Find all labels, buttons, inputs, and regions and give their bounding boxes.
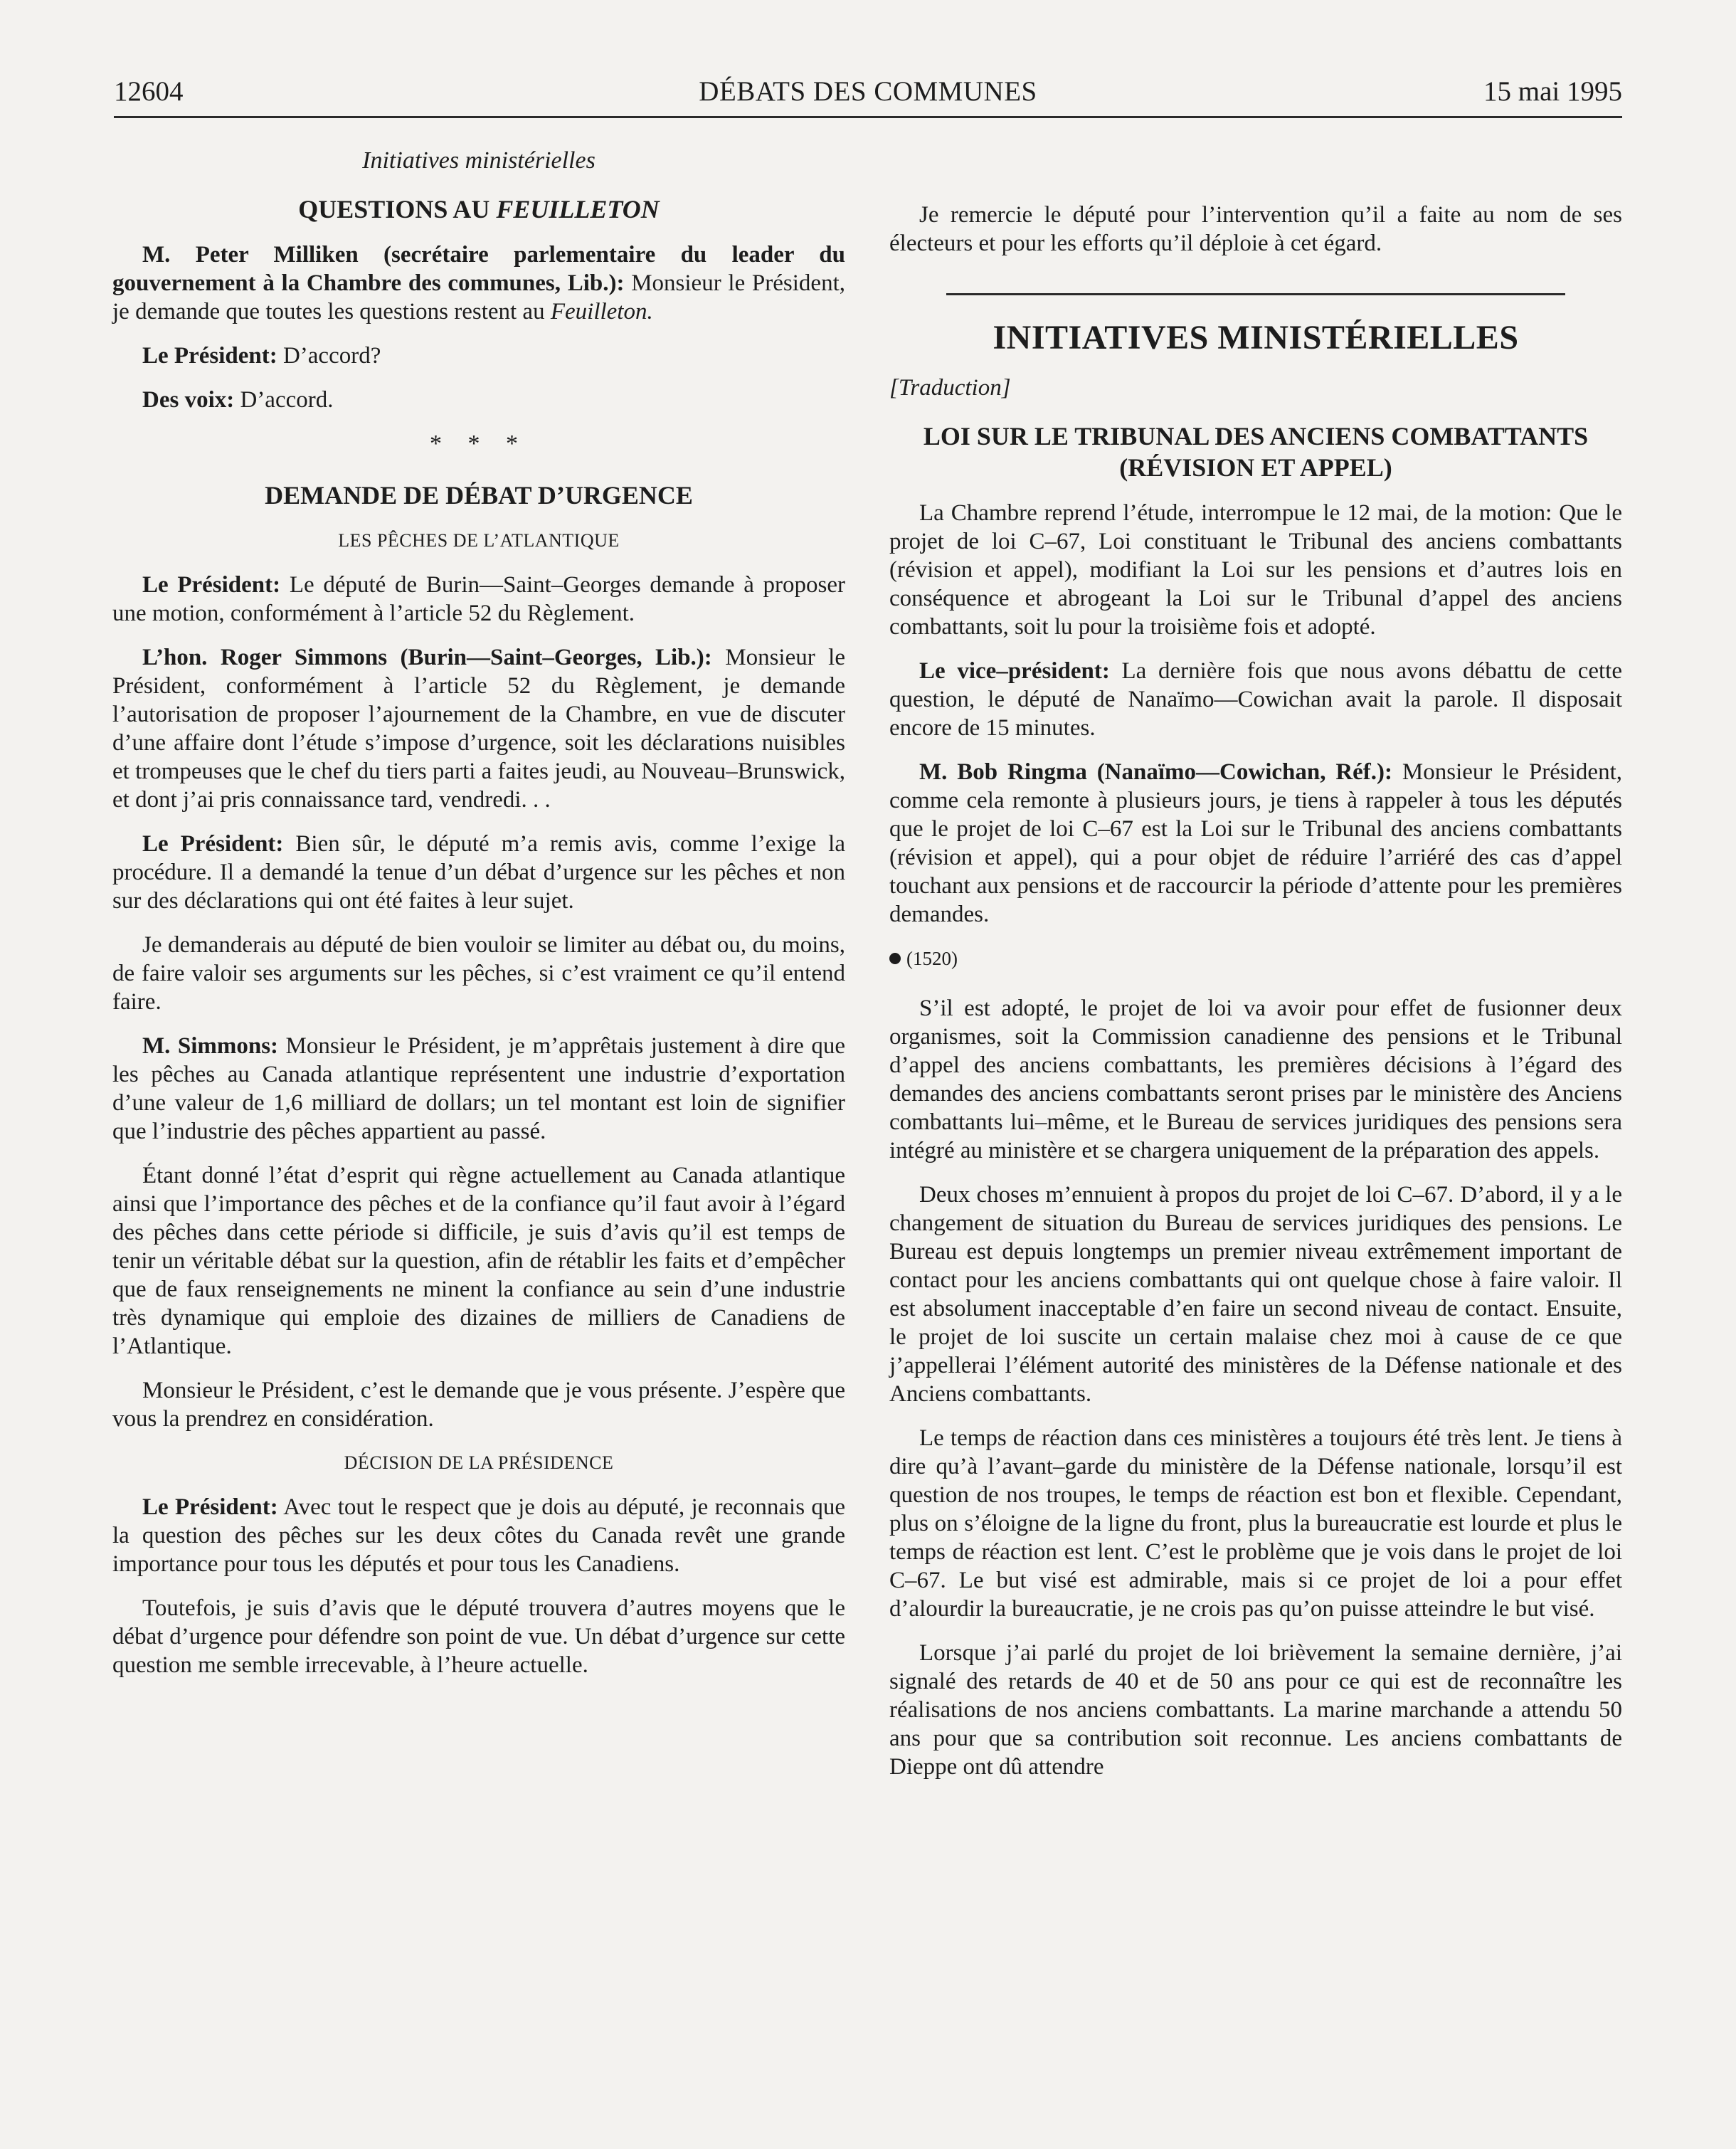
speaker: Le vice–président: — [919, 658, 1110, 684]
paragraph: La Chambre reprend l’étude, interrompue le 12 mai, de la motion: Que le projet de loi C–67, Loi constituant le Tribunal des anciens combattants (révision et appel), modifiant la Loi sur les pensions et d’autres lois en conséquence et abrogeant la Loi sur le Tribunal d’appel des anciens combattants, soit lu pour la troisième fois et adopté. — [889, 500, 1622, 640]
questions-heading: QUESTIONS AU FEUILLETON — [298, 195, 660, 223]
left-column — [112, 142, 845, 1695]
government-orders-heading: INITIATIVES MINISTÉRIELLES — [993, 319, 1519, 357]
speaker: M. Peter Milliken (secrétaire parlementaire du leader du gouvernement à la Chambre des communes, Lib.): — [112, 242, 845, 296]
speaker: Des voix: — [142, 387, 235, 413]
paragraph: M. Peter Milliken (secrétaire parlementaire du leader du gouvernement à la Chambre des communes, Lib.): Monsieur le Président, je demande que toutes les questions restent au Feuilleton. — [112, 242, 845, 324]
speaker: Le Président: — [142, 831, 284, 857]
bill-heading: LOI SUR LE TRIBUNAL DES ANCIENS COMBATTANTS (RÉVISION ET APPEL) — [923, 422, 1589, 482]
bullet-icon — [889, 953, 901, 964]
page-number: 12604 — [114, 76, 184, 107]
paragraph: Le Président: Avec tout le respect que je dois au député, je reconnais que la question des pêches sur les deux côtes du Canada revêt une grande importance pour tous les députés et pour tous les Canadiens. — [112, 1494, 845, 1577]
paragraph: Le Président: D’accord? — [142, 343, 381, 369]
paragraph: Le Président: Bien sûr, le député m’a remis avis, comme l’exige la procédure. Il a demandé la tenue d’un débat d’urgence sur les pêches et non sur des déclarations qui ont été faites à leur sujet. — [112, 831, 845, 914]
section-separator: * * * — [430, 431, 528, 457]
paragraph: Le temps de réaction dans ces ministères a toujours été très lent. Je tiens à dire qu’à l’avant–garde du ministère de la Défense nationale, lorsqu’il est question de nos troupes, le temps de réaction est bon et flexible. Cependant, plus on s’éloigne de la ligne du front, plus la bureaucratie est lourde et plus le temps de réaction est lent. C’est le problème que je vois dans le projet de loi C–67. Le but visé est admirable, mais si ce projet de loi a pour effet d’alourdir la bureaucratie, je ne crois pas qu’on puisse atteindre le but visé. — [889, 1425, 1622, 1622]
page-date: 15 mai 1995 — [1483, 76, 1622, 107]
paragraph: Je remercie le député pour l’intervention qu’il a faite au nom de ses électeurs et pour les efforts qu’il déploie à cet égard. — [889, 202, 1622, 256]
speaker: Le Président: — [142, 343, 277, 369]
paragraph: Le vice–président: La dernière fois que nous avons débattu de cette question, le député de Nanaïmo—Cowichan avait la parole. Il disposait encore de 15 minutes. — [889, 658, 1622, 741]
paragraph: L’hon. Roger Simmons (Burin—Saint–Georges, Lib.): Monsieur le Président, conformément à l’article 52 du Règlement, je demande l’autorisation de proposer l’ajournement de la Chambre, en vue de discuter d’une affaire dont l’étude s’impose d’urgence, soit les déclarations nuisibles et trompeuses que le chef du tiers parti a faites jeudi, au Nouveau–Brunswick, et dont j’ai pris connaissance tard, vendredi. . . — [112, 645, 846, 813]
speaker: M. Simmons: — [142, 1033, 279, 1059]
right-column — [889, 142, 1622, 1797]
subheading-speaker-ruling: DÉCISION DE LA PRÉSIDENCE — [344, 1452, 614, 1473]
speaker: Le Président: — [142, 572, 281, 598]
paragraph: Étant donné l’état d’esprit qui règne actuellement au Canada atlantique ainsi que l’importance des pêches et de la confiance qu’il faut avoir à l’égard des pêches dans cette période si difficile, je suis d’avis qu’il est temps de tenir un véritable débat sur la question, afin de rétablir les faits et d’empêcher que de faux renseignements ne minent la confiance au sein d’une industrie très dynamique qui emploie des dizaines de milliers de Canadiens de l’Atlantique. — [112, 1163, 845, 1359]
page-header — [114, 75, 1622, 118]
paragraph: Des voix: D’accord. — [142, 387, 334, 413]
paragraph: M. Bob Ringma (Nanaïmo—Cowichan, Réf.): Monsieur le Président, comme cela remonte à plusieurs jours, je tiens à rappeler à tous les députés que le projet de loi C–67 est la Loi sur le Tribunal des anciens combattants (révision et appel), qui a pour objet de réduire l’arriéré des cas d’appel touchant aux pensions et de raccourcir la période d’attente pour les premières demandes. — [889, 759, 1622, 927]
header-rule — [114, 116, 1622, 118]
paragraph: Je demanderais au député de bien vouloir se limiter au débat ou, du moins, de faire valoir ses arguments sur les pêches, si c’est vraiment ce qu’il entend faire. — [112, 932, 845, 1015]
paragraph: S’il est adopté, le projet de loi va avoir pour effet de fusionner deux organismes, soit la Commission canadienne des pensions et le Tribunal d’appel des anciens combattants, les premières décisions à l’égard des demandes des anciens combattants seront prises par le ministère des Anciens combattants lui–même, et le Bureau de services juridiques des pensions sera intégré au ministère et se chargera uniquement de la préparation des appels. — [889, 996, 1622, 1163]
paragraph: Monsieur le Président, c’est le demande que je vous présente. J’espère que vous la prendrez en considération. — [112, 1378, 845, 1432]
translation-note: [Traduction] — [889, 375, 1011, 401]
paragraph: Toutefois, je suis d’avis que le député trouvera d’autres moyens que le débat d’urgence pour défendre son point de vue. Un débat d’urgence sur cette question me semble irrecevable, à l’heure actuelle. — [112, 1595, 845, 1678]
urgent-debate-heading: DEMANDE DE DÉBAT D’URGENCE — [265, 481, 693, 509]
publication-title: DÉBATS DES COMMUNES — [699, 76, 1037, 107]
paragraph: Deux choses m’ennuient à propos du projet de loi C–67. D’abord, il y a le changement de situation du Bureau de services juridiques des pensions. Le Bureau est depuis longtemps un premier niveau extrêmement important de contact pour les anciens combattants qui ont quelque chose à faire valoir. Il est absolument inacceptable d’en faire un second niveau de contact. Ensuite, le projet de loi suscite un certain malaise chez moi à cause de ce que j’appellerai l’élément autorité des ministères de la Défense nationale et des Anciens combattants. — [889, 1182, 1622, 1407]
speaker: L’hon. Roger Simmons (Burin—Saint–Georges, Lib.): — [142, 645, 712, 670]
speaker: Le Président: — [142, 1494, 278, 1520]
subheading-atlantic-fisheries: LES PÊCHES DE L’ATLANTIQUE — [338, 530, 620, 551]
section-rule — [946, 293, 1565, 295]
paragraph: Le Président: Le député de Burin—Saint–Georges demande à proposer une motion, conformément à l’article 52 du Règlement. — [112, 572, 846, 626]
running-head: Initiatives ministérielles — [362, 147, 596, 174]
time-marker: (1520) — [889, 944, 1622, 973]
paragraph: M. Simmons: Monsieur le Président, je m’apprêtais justement à dire que les pêches au Canada atlantique représentent une industrie d’exportation d’une valeur de 1,6 milliard de dollars; un tel montant est loin de signifier que l’industrie des pêches appartient au passé. — [112, 1033, 845, 1144]
paragraph: Lorsque j’ai parlé du projet de loi brièvement la semaine dernière, j’ai signalé des retards de 40 et de 50 ans pour ce qui est de reconnaître les réalisations de nos anciens combattants. La marine marchande a attendu 50 ans pour que sa contribution soit reconnue. Les anciens combattants de Dieppe ont dû attendre — [889, 1640, 1622, 1780]
speaker: M. Bob Ringma (Nanaïmo—Cowichan, Réf.): — [919, 759, 1393, 785]
